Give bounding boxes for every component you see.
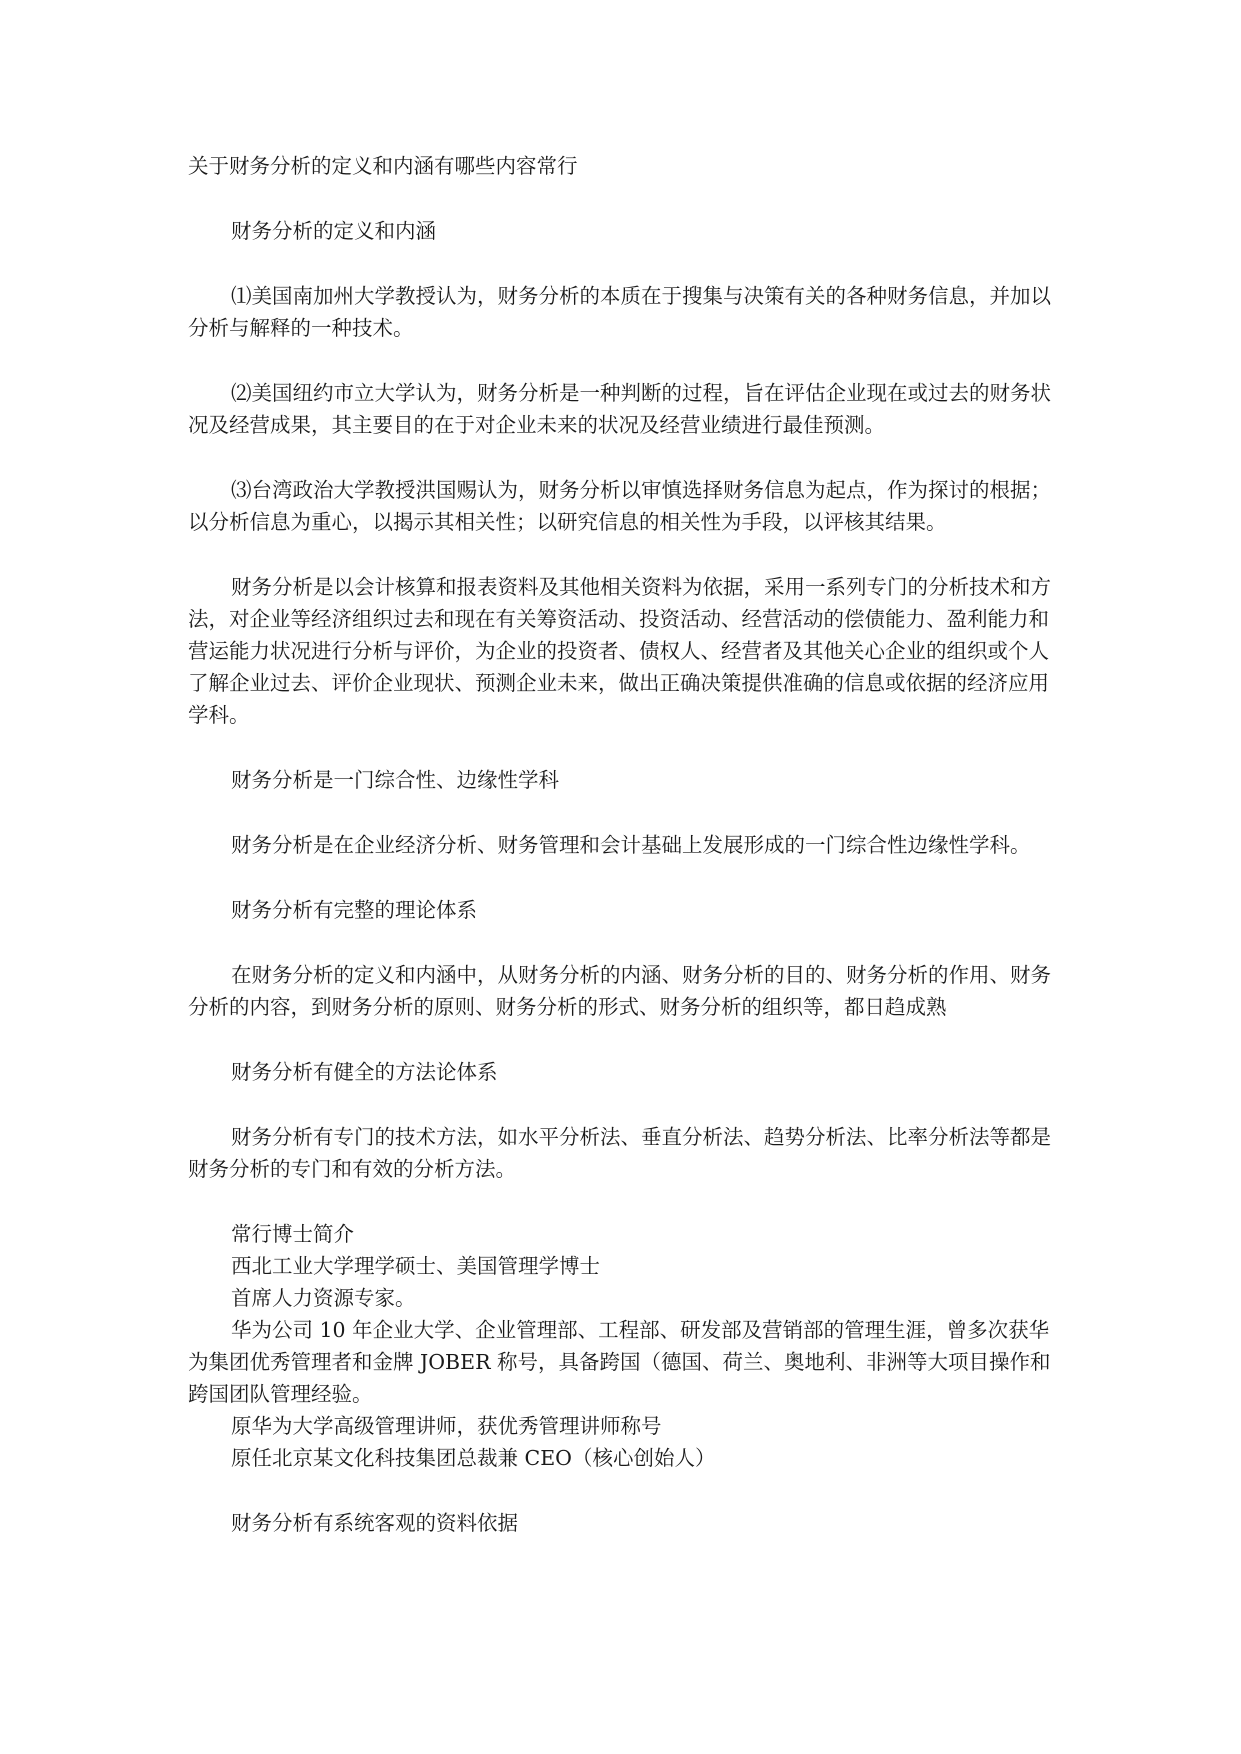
bio-heading: 常行博士简介: [231, 1222, 354, 1246]
paragraph-nccu-view: ⑶台湾政治大学教授洪国赐认为，财务分析以审慎选择财务信息为起点，作为探讨的根据；以分析信息为重心，以揭示其相关性；以研究信息的相关性为手段，以评核其结果。: [188, 478, 1051, 534]
paragraph-usc-view: ⑴美国南加州大学教授认为，财务分析的本质在于搜集与决策有关的各种财务信息，并加以分析与解释的一种技术。: [188, 284, 1051, 340]
bio-line: 华为公司 10 年企业大学、企业管理部、工程部、研发部及营销部的管理生涯，曾多次获华为集团优秀管理者和金牌 JOBER 称号，具备跨国（德国、荷兰、奥地利、非洲等大项目操作和跨国团队管理经验。: [188, 1318, 1051, 1406]
paragraph-cuny-view: ⑵美国纽约市立大学认为，财务分析是一种判断的过程，旨在评估企业现在或过去的财务状况及经营成果，其主要目的在于对企业未来的状况及经营业绩进行最佳预测。: [188, 381, 1051, 437]
section-heading-data-basis: 财务分析有系统客观的资料依据: [231, 1511, 518, 1535]
paragraph-methodology: 财务分析有专门的技术方法，如水平分析法、垂直分析法、趋势分析法、比率分析法等都是财务分析的专门和有效的分析方法。: [188, 1125, 1051, 1181]
section-heading-definition: 财务分析的定义和内涵: [231, 219, 436, 243]
bio-line: 西北工业大学理学硕士、美国管理学博士: [231, 1254, 600, 1278]
section-heading-theory: 财务分析有完整的理论体系: [231, 898, 477, 922]
bio-line: 首席人力资源专家。: [231, 1286, 416, 1310]
document-body: [188, 150, 1063, 1539]
section-heading-interdisciplinary: 财务分析是一门综合性、边缘性学科: [231, 768, 559, 792]
bio-line: 原华为大学高级管理讲师，获优秀管理讲师称号: [231, 1414, 662, 1438]
document-title: 关于财务分析的定义和内涵有哪些内容常行: [188, 154, 578, 178]
paragraph-theory: 在财务分析的定义和内涵中，从财务分析的内涵、财务分析的目的、财务分析的作用、财务分析的内容，到财务分析的原则、财务分析的形式、财务分析的组织等，都日趋成熟: [188, 963, 1051, 1019]
section-heading-methodology: 财务分析有健全的方法论体系: [231, 1060, 498, 1084]
paragraph-interdisciplinary: 财务分析是在企业经济分析、财务管理和会计基础上发展形成的一门综合性边缘性学科。: [231, 833, 1031, 857]
bio-line: 原任北京某文化科技集团总裁兼 CEO（核心创始人）: [231, 1446, 716, 1470]
paragraph-definition-summary: 财务分析是以会计核算和报表资料及其他相关资料为依据，采用一系列专门的分析技术和方法，对企业等经济组织过去和现在有关筹资活动、投资活动、经营活动的偿债能力、盈利能力和营运能力状况进行分析与评价，为企业的投资者、债权人、经营者及其他关心企业的组织或个人了解企业过去、评价企业现状、预测企业未来，做出正确决策提供准确的信息或依据的经济应用学科。: [188, 575, 1051, 727]
